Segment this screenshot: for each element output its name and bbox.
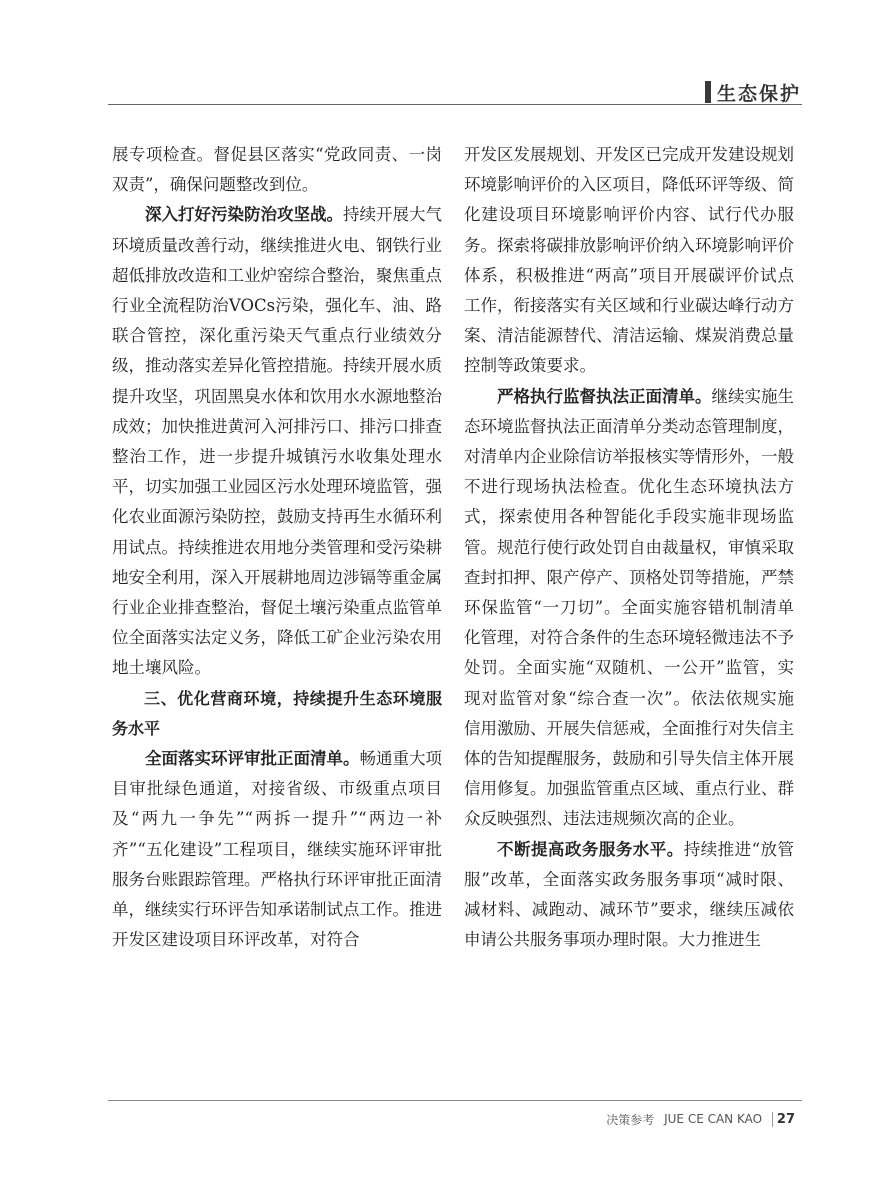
- section-header: [705, 78, 801, 106]
- paragraph: 展专项检查。督促县区落实“党政同责、一岗双责”，确保问题整改到位。: [112, 145, 442, 195]
- paragraph-lead: 深入打好污染防治攻坚战。: [145, 205, 343, 225]
- section-marker: [705, 81, 711, 103]
- journal-name-cn: 决策参考: [606, 1112, 655, 1127]
- section-heading: 三、优化营商环境，持续提升生态环境服务水平: [112, 688, 442, 738]
- paragraph: [112, 744, 442, 955]
- paragraph-lead: 严格执行监督执法正面清单。: [497, 386, 712, 406]
- paragraph-lead: 全面落实环评审批正面清单。: [145, 749, 360, 769]
- paragraph-body: 继续实施生态环境监督执法正面清单分类动态管理制度，对清单内企业除信访举报核实等情形外，一般不进行现场执法检查。优化生态环境执法方式，探索使用各种智能化手段实施非现场监管。规范行使行政处罚自由裁量权，审慎采取查封扣押、限产停产、顶格处罚等措施，严禁环保监管“一刀切”。全面实施容错机制清单化管理，对符合条件的生态环境轻微违法不予处罚。全面实施“双随机、一公开”监管，实现对监管对象“综合查一次”。依法依规实施信用激励、开展失信惩戒，全面推行对失信主体的告知提醒服务，鼓励和引导失信主体开展信用修复。加强监管重点区域、重点行业、群众反映强烈、违法违规频次高的企业。: [464, 386, 794, 829]
- header-rule: [108, 104, 802, 105]
- footer-rule: [108, 1100, 802, 1101]
- left-column: [112, 140, 442, 955]
- section-title: 生态保护: [716, 82, 801, 105]
- paragraph-body: 持续推进“放管服”改革，全面落实政务服务事项“减时限、减材料、减跑动、减环节”要求，继续压减依申请公共服务事项办理时限。大力推进生: [464, 839, 794, 950]
- paragraph: [112, 200, 442, 683]
- footer-separator: [765, 1112, 769, 1126]
- paragraph-lead: 不断提高政务服务水平。: [497, 839, 684, 859]
- footer-separator: [657, 1112, 661, 1126]
- journal-name-en: JUE CE CAN KAO: [664, 1112, 763, 1126]
- right-column: [464, 140, 794, 955]
- paragraph: [464, 382, 794, 835]
- paragraph: 开发区发展规划、开发区已完成开发建设规划环境影响评价的入区项目，降低环评等级、简化建设项目环境影响评价内容、试行代办服务。探索将碳排放影响评价纳入环境影响评价体系，积极推进“两高”项目开展碳评价试点工作，衔接落实有关区域和行业碳达峰行动方案、清洁能源替代、清洁运输、煤炭消费总量控制等政策要求。: [464, 145, 794, 376]
- page-footer: [606, 1108, 795, 1130]
- paragraph: [464, 835, 794, 956]
- paragraph-body: 畅通重大项目审批绿色通道，对接省级、市级重点项目及“两九一争先”“两拆一提升”“两边一补齐”“五化建设”工程项目，继续实施环评审批服务台账跟踪管理。严格执行环评审批正面清单，继续实行环评告知承诺制试点工作。推进开发区建设项目环评改革，对符合: [112, 749, 442, 950]
- page-number: 27: [772, 1112, 795, 1127]
- paragraph-body: 持续开展大气环境质量改善行动，继续推进火电、钢铁行业超低排放改造和工业炉窑综合整治，聚焦重点行业全流程防治VOCs污染，强化车、油、路联合管控，深化重污染天气重点行业绩效分级，推动落实差异化管控措施。持续开展水质提升攻坚，巩固黑臭水体和饮用水水源地整治成效；加快推进黄河入河排污口、排污口排查整治工作，进一步提升城镇污水收集处理水平，切实加强工业园区污水处理环境监管，强化农业面源污染防控，鼓励支持再生水循环利用试点。持续推进农用地分类管理和受污染耕地安全利用，深入开展耕地周边涉镉等重金属行业企业排查整治，督促土壤污染重点监管单位全面落实法定义务，降低工矿企业污染农用地土壤风险。: [112, 205, 442, 678]
